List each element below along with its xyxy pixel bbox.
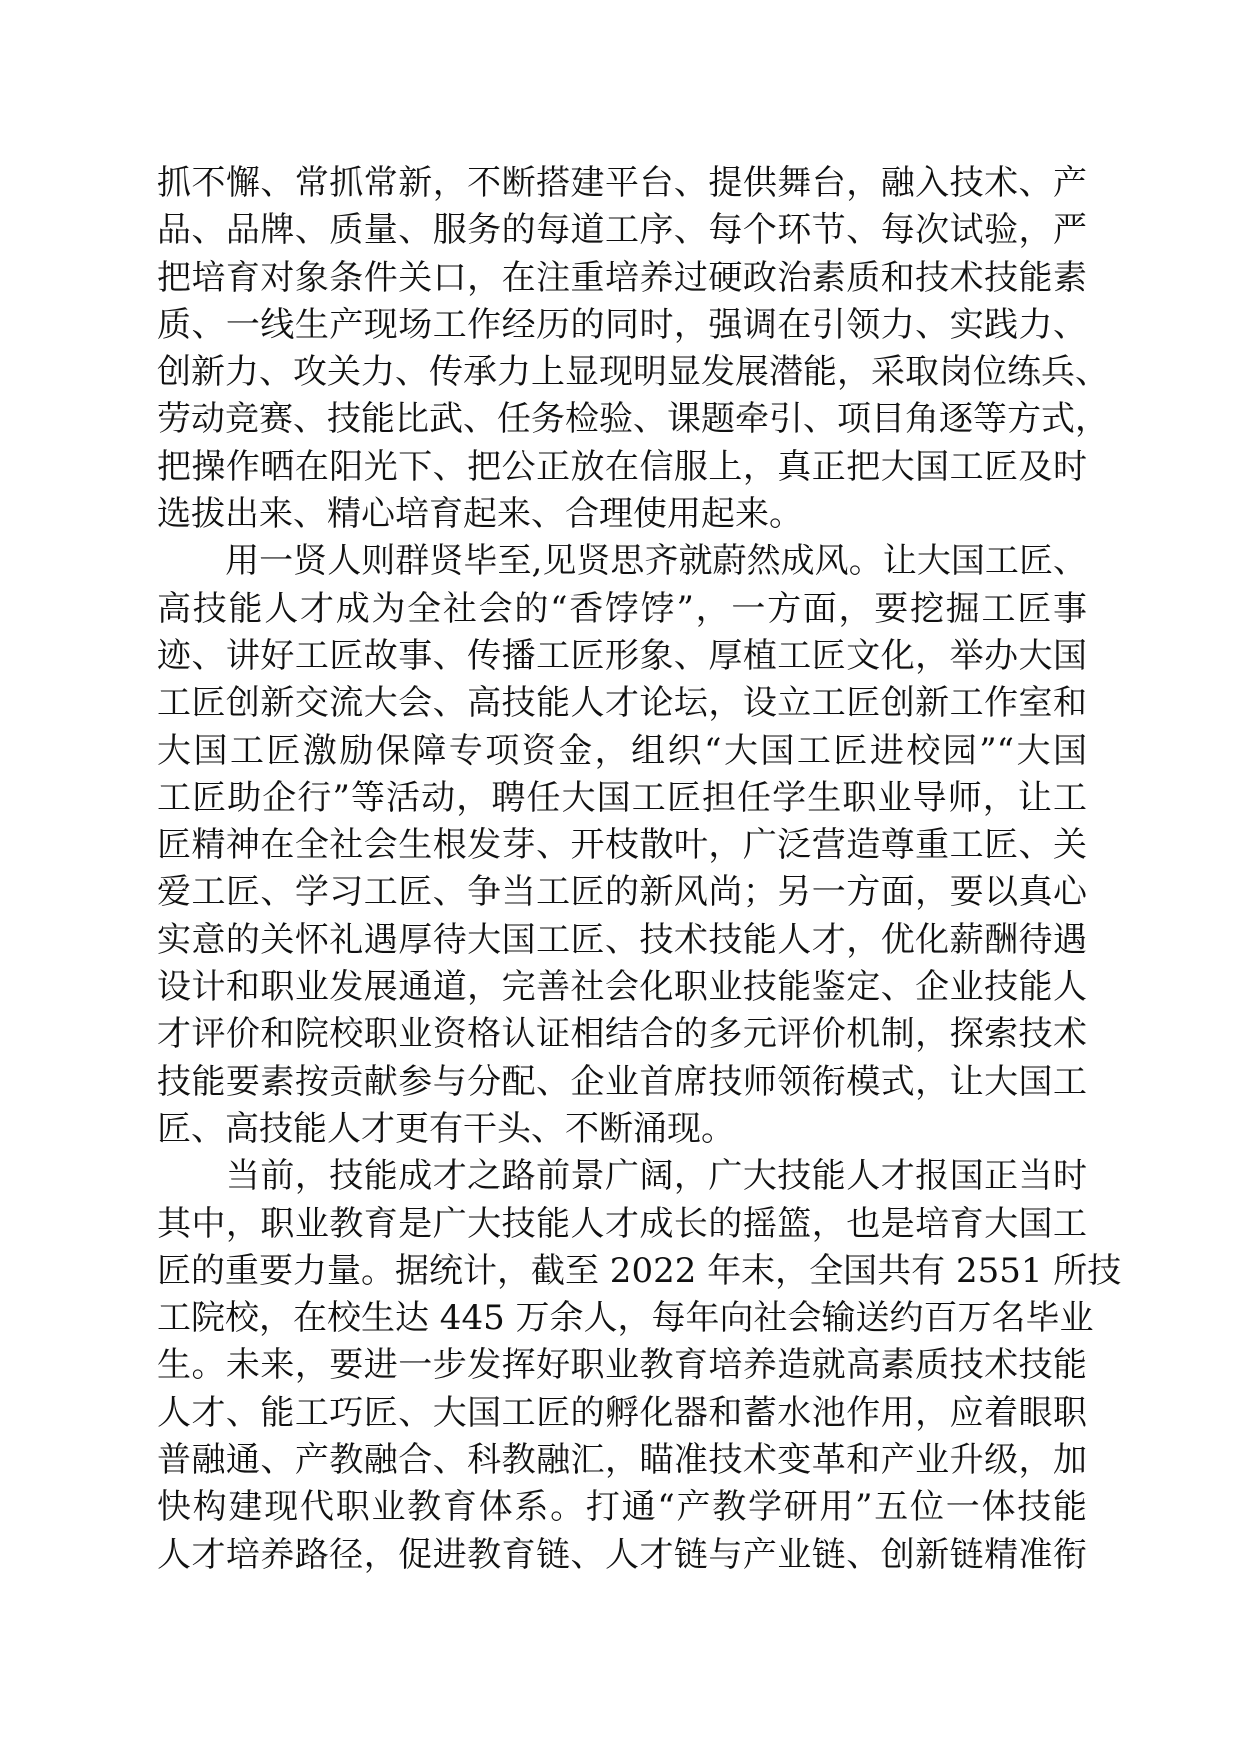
text-line: 技能要素按贡献参与分配、企业首席技师领衔模式，让大国工 [157, 1061, 1087, 1102]
text-line: 把培育对象条件关口，在注重培养过硬政治素质和技术技能素 [157, 257, 1087, 298]
text-line: 大国工匠激励保障专项资金，组织“大国工匠进校园”“大国 [157, 730, 1087, 771]
text-line: 选拔出来、精心培育起来、合理使用起来。 [157, 494, 803, 535]
text-line: 设计和职业发展通道，完善社会化职业技能鉴定、企业技能人 [157, 967, 1087, 1008]
text-line: 工院校，在校生达 445 万余人，每年向社会输送约百万名毕业 [157, 1298, 1094, 1339]
text-line: 实意的关怀礼遇厚待大国工匠、技术技能人才，优化薪酬待遇 [157, 919, 1087, 960]
text-line: 匠、高技能人才更有干头、不断涌现。 [157, 1108, 735, 1149]
text-line: 人才培养路径，促进教育链、人才链与产业链、创新链精准衔 [157, 1534, 1087, 1575]
text-line: 生。未来，要进一步发挥好职业教育培养造就高素质技术技能 [157, 1345, 1087, 1386]
text-line: 快构建现代职业教育体系。打通“产教学研用”五位一体技能 [157, 1487, 1087, 1528]
text-line: 匠精神在全社会生根发芽、开枝散叶，广泛营造尊重工匠、关 [157, 825, 1087, 866]
text-line: 把操作晒在阳光下、把公正放在信服上，真正把大国工匠及时 [157, 446, 1087, 487]
text-line: 用一贤人则群贤毕至,见贤思齐就蔚然成风。让大国工匠、 [157, 541, 1087, 582]
paragraph-1 [157, 160, 1109, 538]
text-line: 高技能人才成为全社会的“香饽饽”，一方面，要挖掘工匠事 [157, 588, 1087, 629]
text-line: 抓不懈、常抓常新，不断搭建平台、提供舞台，融入技术、产 [157, 163, 1087, 203]
text-line: 创新力、攻关力、传承力上显现明显发展潜能，采取岗位练兵、 [157, 352, 1109, 393]
text-line: 迹、讲好工匠故事、传播工匠形象、厚植工匠文化，举办大国 [157, 635, 1087, 676]
paragraph-3 [157, 1153, 1122, 1579]
text-line: 匠的重要力量。据统计，截至 2022 年末，全国共有 2551 所技 [157, 1250, 1122, 1291]
text-line: 人才、能工巧匠、大国工匠的孵化器和蓄水池作用，应着眼职 [157, 1392, 1087, 1433]
paragraph-2 [157, 538, 1087, 1153]
text-line: 工匠助企行”等活动，聘任大国工匠担任学生职业导师，让工 [157, 777, 1087, 818]
text-line: 品、品牌、质量、服务的每道工序、每个环节、每次试验，严 [157, 210, 1087, 251]
text-line: 才评价和院校职业资格认证相结合的多元评价机制，探索技术 [157, 1014, 1087, 1055]
text-line: 爱工匠、学习工匠、争当工匠的新风尚；另一方面，要以真心 [157, 872, 1087, 913]
text-line: 普融通、产教融合、科教融汇，瞄准技术变革和产业升级，加 [157, 1440, 1087, 1481]
text-line: 当前，技能成才之路前景广阔，广大技能人才报国正当时 [157, 1156, 1087, 1197]
text-line: 质、一线生产现场工作经历的同时，强调在引领力、实践力、 [157, 304, 1087, 345]
text-line: 其中，职业教育是广大技能人才成长的摇篮，也是培育大国工 [157, 1203, 1087, 1244]
body-text [157, 160, 1122, 1579]
text-line: 工匠创新交流大会、高技能人才论坛，设立工匠创新工作室和 [157, 683, 1087, 724]
text-line: 劳动竞赛、技能比武、任务检验、课题牵引、项目角逐等方式， [157, 399, 1109, 440]
